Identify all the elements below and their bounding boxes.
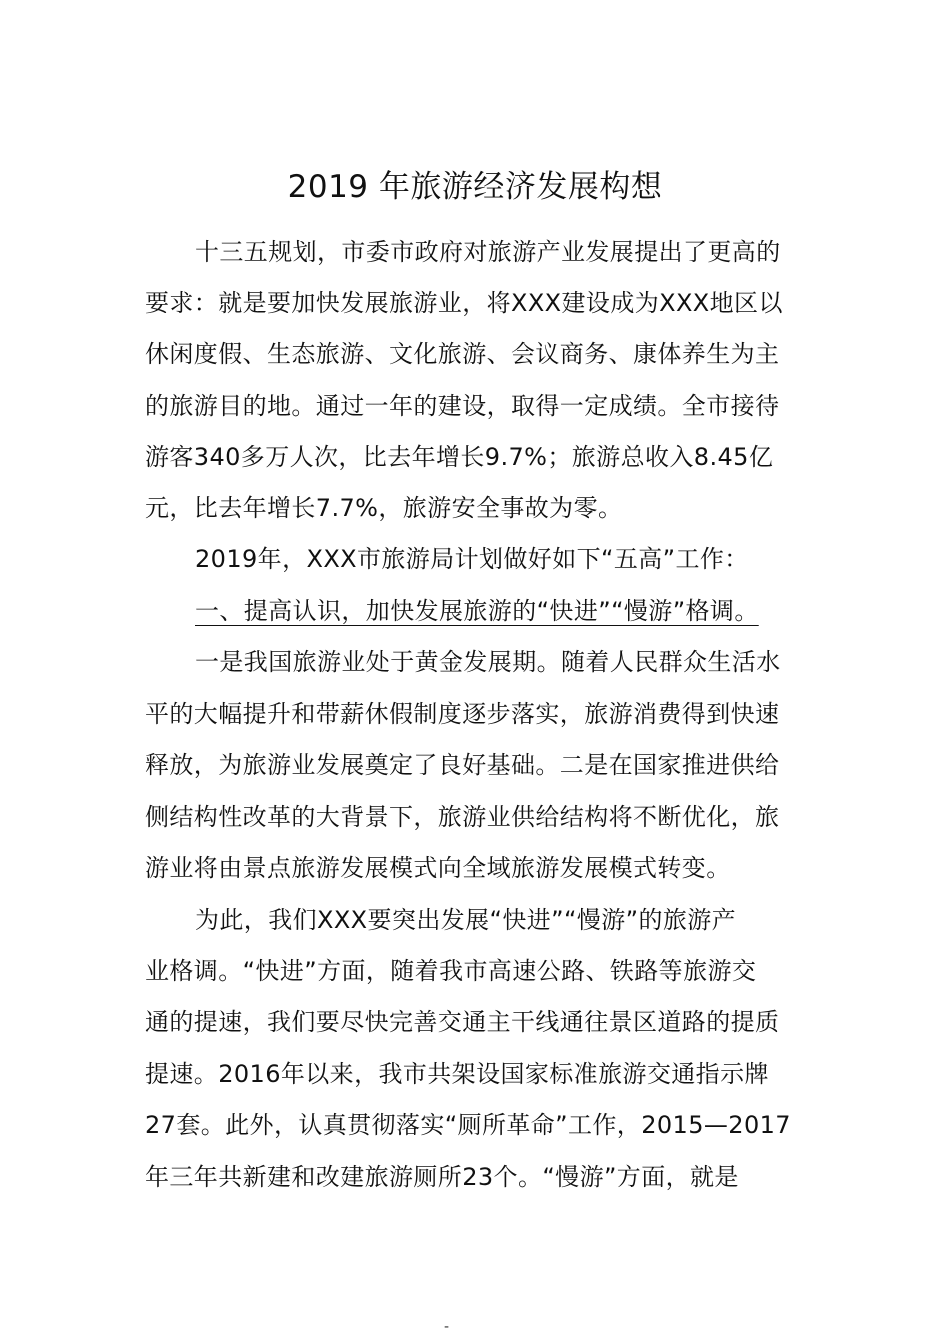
paragraph-line: 通的提速，我们要尽快完善交通主干线通往景区道路的提质 [145,1008,780,1036]
paragraph-line: 要求：就是要加快发展旅游业，将XXX建设成为XXX地区以 [145,289,783,317]
paragraph-line: 一是我国旅游业处于黄金发展期。随着人民群众生活水 [195,648,781,676]
paragraph-line: 休闲度假、生态旅游、文化旅游、会议商务、康体养生为主 [145,340,780,368]
section-heading: 一、提高认识，加快发展旅游的“快进”“慢游”格调。 [195,597,759,625]
paragraph-line: 元，比去年增长7.7%，旅游安全事故为零。 [145,494,623,522]
page-footer-mark: - [444,1319,450,1335]
paragraph-line: 业格调。“快进”方面，随着我市高速公路、铁路等旅游交 [145,957,757,985]
document-title: 2019 年旅游经济发展构想 [287,169,663,205]
paragraph-line: 游客340多万人次，比去年增长9.7%；旅游总收入8.45亿 [145,443,774,471]
paragraph-line: 游业将由景点旅游发展模式向全域旅游发展模式转变。 [145,854,731,882]
paragraph-line: 的旅游目的地。通过一年的建设，取得一定成绩。全市接待 [145,392,780,420]
paragraph-line: 2019年，XXX市旅游局计划做好如下“五高”工作： [195,545,749,573]
paragraph-line: 为此，我们XXX要突出发展“快进”“慢游”的旅游产 [195,906,737,934]
paragraph-line: 年三年共新建和改建旅游厕所23个。“慢游”方面，就是 [145,1163,739,1191]
paragraph-line: 十三五规划，市委市政府对旅游产业发展提出了更高的 [195,238,781,266]
paragraph-line: 提速。2016年以来，我市共架设国家标准旅游交通指示牌 [145,1060,769,1088]
paragraph-line: 侧结构性改革的大背景下，旅游业供给结构将不断优化，旅 [145,803,780,831]
paragraph-line: 释放，为旅游业发展奠定了良好基础。二是在国家推进供给 [145,751,780,779]
paragraph-line: 27套。此外，认真贯彻落实“厕所革命”工作，2015—2017 [145,1111,791,1139]
paragraph-line: 平的大幅提升和带薪休假制度逐步落实，旅游消费得到快速 [145,700,780,728]
